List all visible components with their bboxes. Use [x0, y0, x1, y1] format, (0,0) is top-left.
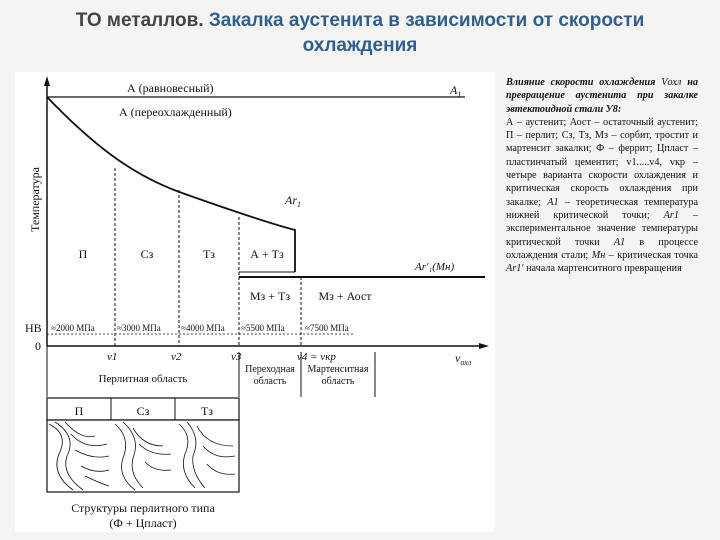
title-main-1: Закалка аустенита в зависимости от скорости	[208, 10, 645, 31]
structure-tz: Тз	[200, 404, 214, 418]
region-martensite-2: область	[321, 376, 355, 387]
side-heading: Влияние скорости охлаждения Vохл на превращение аустенита при закалке эвтектоидной стали У8:	[506, 77, 699, 115]
x-axis-arrow	[479, 343, 489, 349]
velocity-2: v2	[171, 351, 182, 363]
hardness-5: ≈7500 МПа	[305, 323, 349, 333]
hardness-3: ≈4000 МПа	[181, 323, 225, 333]
v-ohl-label: $v_{охл}$	[455, 351, 472, 367]
velocity-4: v4 = vкр	[297, 351, 336, 363]
region-martensite-1: Мартенситная	[307, 364, 369, 375]
ar1-curve	[47, 97, 295, 272]
side-body: А – аустенит; Аост – остаточный аустенит; П – перлит; Сз, Тз, Мз – сорбит, тростит и мартенсит закалки; Ф – феррит; Цпласт – пластинчатый цементит; v1.....v4, vкр – четыре варианта скорости охлаждения и критическая скорость охлаждения при закалке; A1 – теоретическая температура нижней критической точки; Ar1 – экспериментальное значение температуры критической точки A1 в процессе охлаждения стали; Мн – критическая точка Ar1′ начала мартенситного превращения	[506, 116, 699, 275]
side-ar1p-term: Ar1′	[506, 263, 524, 275]
hb-label: HB	[25, 321, 42, 335]
caption-2: (Ф + Цпласт)	[109, 516, 177, 530]
ar1-label: $Ar_1$	[285, 193, 301, 209]
side-mn-term: Мн	[591, 249, 606, 261]
transformation-diagram	[15, 72, 495, 532]
page-title	[20, 8, 700, 58]
label-a-supercooled: А (переохлажденный)	[119, 105, 232, 119]
structure-sz: Сз	[136, 404, 150, 418]
hardness-2: ≈3000 МПа	[117, 323, 161, 333]
region-pearlite: Перлитная область	[98, 373, 188, 385]
zone-p: П	[78, 247, 88, 261]
diagram-figure	[15, 72, 495, 532]
velocity-1: v1	[107, 351, 118, 363]
velocity-3: v3	[231, 351, 242, 363]
title-main-2: охлаждения	[302, 35, 418, 56]
mn-label: Ar′₁(Mн)	[415, 261, 455, 273]
region-transition-2: область	[253, 376, 287, 387]
label-a-equilibrium: А (равновесный)	[127, 81, 214, 95]
region-transition-1: Переходная	[245, 364, 295, 375]
side-heading-v: Vохл	[661, 77, 682, 88]
side-ar1-term: Ar1	[663, 209, 679, 221]
side-a1-term: A1	[547, 196, 559, 208]
caption-1: Структуры перлитного типа	[71, 501, 215, 515]
zero-label: 0	[35, 339, 41, 353]
structure-p: П	[74, 404, 84, 418]
hardness-4: ≈5500 МПа	[241, 323, 285, 333]
title-prefix: ТО металлов.	[75, 10, 204, 31]
y-axis-label: Температура	[28, 167, 42, 232]
a1-label: $A_1$	[450, 83, 462, 99]
y-axis-arrow	[44, 76, 50, 86]
zone-sz: Сз	[140, 247, 154, 261]
side-description	[506, 76, 698, 275]
side-a1-term-2: A1	[613, 236, 626, 248]
hardness-1: ≈2000 МПа	[51, 323, 95, 333]
zone-a-tz: А + Тз	[250, 247, 284, 261]
zone-mz-aost: Мз + Аост	[318, 289, 372, 303]
structure-panel	[47, 398, 239, 492]
zone-mz-tz: Мз + Тз	[249, 289, 291, 303]
zone-tz: Тз	[202, 247, 216, 261]
